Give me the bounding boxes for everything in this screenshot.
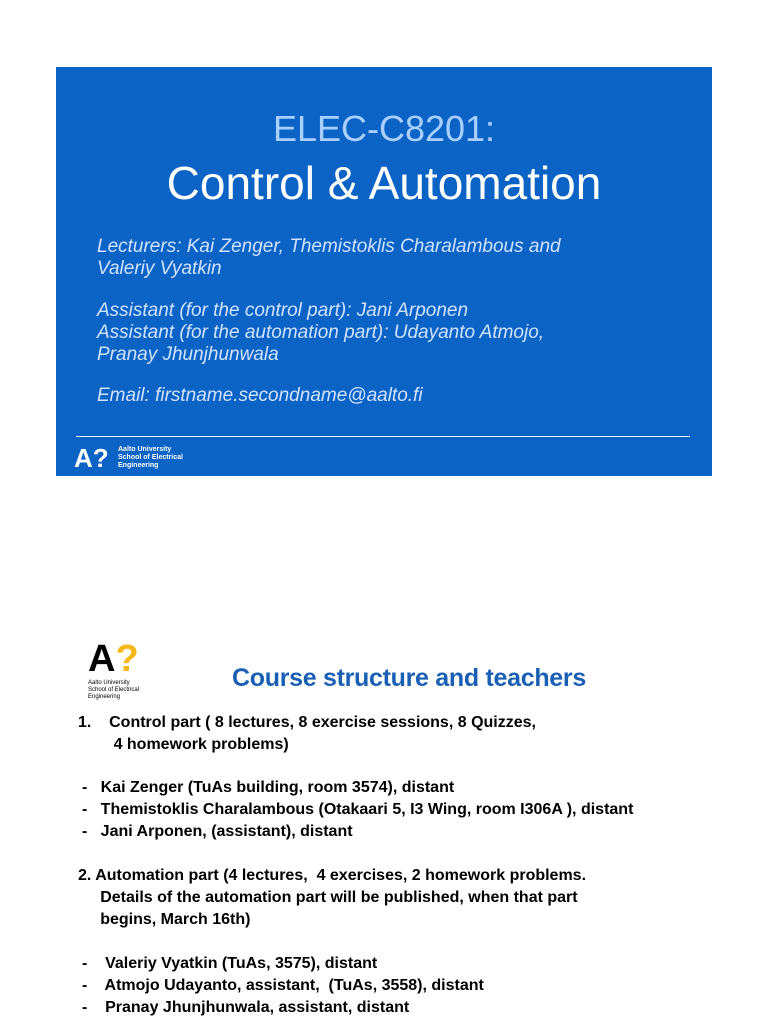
logo-line: School of Electrical — [88, 687, 140, 693]
assistant-control: Assistant (for the control part): Jani Arponen — [97, 300, 469, 321]
logo-line: Engineering — [118, 462, 159, 469]
email-block — [97, 385, 697, 407]
slide-title: Course structure and teachers — [232, 664, 586, 692]
list-item: - Atmojo Udayanto, assistant, (TuAs, 3558), distant — [82, 977, 484, 994]
content-line: begins, March 16th) — [78, 911, 251, 928]
logo-line: Aalto University — [88, 680, 130, 686]
content-line: Details of the automation part will be published, when that part — [78, 889, 578, 906]
content-line: 1. Control part ( 8 lectures, 8 exercise sessions, 8 Quizzes, — [78, 714, 536, 731]
list-item: - Pranay Jhunjhunwala, assistant, distant — [82, 999, 410, 1016]
aalto-logo-mark — [88, 640, 178, 678]
logo-question: ? — [115, 638, 139, 680]
assistant-automation: Pranay Jhunjhunwala — [97, 344, 279, 365]
logo-line: School of Electrical — [118, 454, 183, 461]
course-code: ELEC-C8201: — [272, 108, 496, 149]
title-slide — [56, 67, 712, 476]
list-item: - Jani Arponen, (assistant), distant — [82, 823, 353, 840]
email-text: Email: firstname.secondname@aalto.fi — [97, 385, 423, 406]
aalto-logo — [88, 640, 178, 701]
logo-line: Aalto University — [118, 446, 172, 453]
list-item: - Themistoklis Charalambous (Otakaari 5, I3 Wing, room I306A ), distant — [82, 801, 634, 818]
content-line: 2. Automation part (4 lectures, 4 exercises, 2 homework problems. — [78, 867, 587, 884]
lecturers-line: Valeriy Vyatkin — [97, 258, 222, 279]
lecturers-line: Lecturers: Kai Zenger, Themistoklis Charalambous and — [97, 236, 561, 257]
content-line: 4 homework problems) — [78, 736, 289, 753]
logo-line: Engineering — [88, 694, 121, 700]
list-item: - Valeriy Vyatkin (TuAs, 3575), distant — [82, 955, 378, 972]
aalto-logo-text — [118, 446, 183, 470]
aalto-logo — [74, 445, 183, 471]
logo-a: A — [88, 638, 116, 680]
assistant-automation: Assistant (for the automation part): Udayanto Atmojo, — [97, 322, 545, 343]
divider — [76, 436, 690, 437]
list-item: - Kai Zenger (TuAs building, room 3574), distant — [82, 779, 455, 796]
aalto-logo-mark: A? — [74, 443, 109, 473]
lecturers-block — [97, 236, 697, 280]
aalto-logo-text — [88, 680, 178, 701]
course-title: Control & Automation — [166, 157, 602, 209]
assistants-block — [97, 300, 697, 366]
